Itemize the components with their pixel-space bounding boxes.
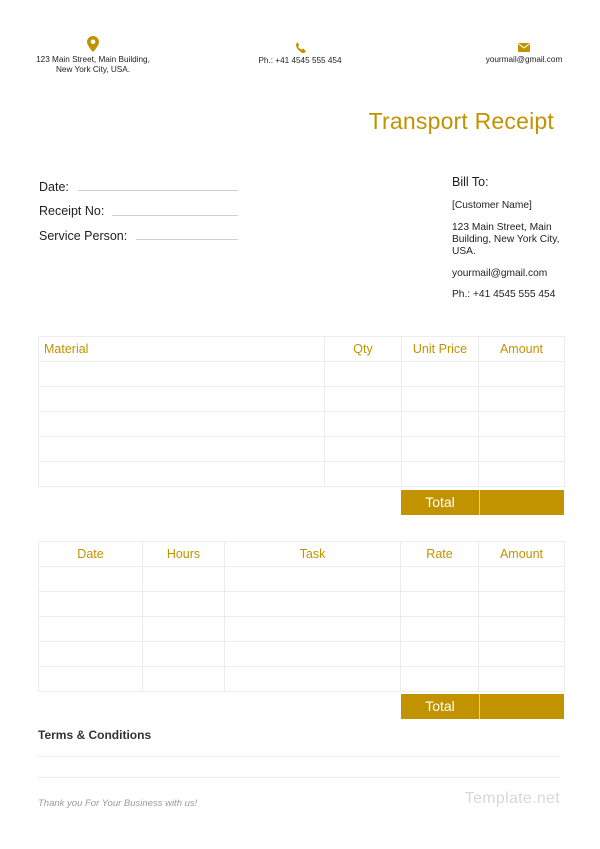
service-person-field[interactable] [136, 239, 238, 240]
page-title: Transport Receipt [368, 108, 554, 134]
material-header-material: Material [39, 337, 325, 362]
brand-watermark: Template.net [464, 790, 560, 807]
table-cell[interactable] [479, 667, 565, 692]
bill-to-label: Bill To: [452, 175, 489, 189]
table-cell[interactable] [39, 412, 325, 437]
table-cell[interactable] [402, 387, 479, 412]
table-cell[interactable] [325, 387, 402, 412]
header-address [30, 36, 156, 75]
table-cell[interactable] [401, 642, 479, 667]
table-cell[interactable] [225, 567, 401, 592]
table-cell[interactable] [402, 362, 479, 387]
table-cell[interactable] [39, 592, 143, 617]
table-cell[interactable] [401, 567, 479, 592]
table-cell[interactable] [479, 462, 565, 487]
service-header-row [39, 542, 565, 567]
table-cell[interactable] [39, 567, 143, 592]
service-header-amount: Amount [479, 542, 565, 567]
table-cell[interactable] [479, 642, 565, 667]
service-header-rate: Rate [401, 542, 479, 567]
envelope-icon [518, 43, 530, 52]
table-cell[interactable] [143, 567, 225, 592]
table-cell[interactable] [39, 362, 325, 387]
receipt-no-label: Receipt No: [39, 204, 105, 218]
service-table [38, 541, 565, 692]
table-cell[interactable] [401, 667, 479, 692]
material-table [38, 336, 565, 487]
table-row [39, 437, 565, 462]
table-row [39, 462, 565, 487]
phone-icon [295, 42, 306, 53]
table-cell[interactable] [325, 462, 402, 487]
table-cell[interactable] [225, 642, 401, 667]
table-cell[interactable] [143, 667, 225, 692]
total-divider [479, 694, 480, 719]
footer-divider [38, 777, 560, 778]
header-phone [248, 42, 352, 66]
table-cell[interactable] [143, 642, 225, 667]
table-cell[interactable] [143, 592, 225, 617]
table-cell[interactable] [402, 437, 479, 462]
material-header-amount: Amount [479, 337, 565, 362]
table-cell[interactable] [402, 412, 479, 437]
table-cell[interactable] [479, 387, 565, 412]
table-cell[interactable] [325, 437, 402, 462]
total-divider [479, 490, 480, 515]
table-cell[interactable] [39, 387, 325, 412]
service-person-label: Service Person: [39, 229, 128, 243]
table-cell[interactable] [479, 412, 565, 437]
table-row [39, 642, 565, 667]
table-cell[interactable] [479, 567, 565, 592]
table-row [39, 412, 565, 437]
table-cell[interactable] [39, 667, 143, 692]
thank-you-note: Thank you For Your Business with us! [38, 798, 198, 809]
receipt-no-field[interactable] [112, 215, 238, 216]
table-row [39, 387, 565, 412]
header-phone-text: Ph.: +41 4545 555 454 [258, 56, 342, 65]
material-header-qty: Qty [325, 337, 402, 362]
terms-line[interactable] [38, 756, 560, 757]
service-total-label: Total [425, 698, 455, 714]
header-email [476, 43, 572, 65]
table-row [39, 667, 565, 692]
table-cell[interactable] [479, 617, 565, 642]
material-total-bar [401, 490, 564, 515]
material-header-unit-price: Unit Price [402, 337, 479, 362]
service-header-hours: Hours [143, 542, 225, 567]
table-row [39, 362, 565, 387]
date-field[interactable] [78, 190, 238, 191]
bill-to-customer: [Customer Name] [452, 200, 532, 211]
table-cell[interactable] [479, 592, 565, 617]
table-cell[interactable] [401, 617, 479, 642]
header-address-text: 123 Main Street, Main Building, New York City, USA. [36, 55, 150, 74]
table-cell[interactable] [401, 592, 479, 617]
table-cell[interactable] [143, 617, 225, 642]
table-cell[interactable] [39, 437, 325, 462]
material-total-label: Total [425, 494, 455, 510]
table-cell[interactable] [39, 642, 143, 667]
table-cell[interactable] [479, 362, 565, 387]
service-header-task: Task [225, 542, 401, 567]
table-cell[interactable] [225, 617, 401, 642]
table-cell[interactable] [39, 462, 325, 487]
location-pin-icon [87, 36, 99, 52]
table-cell[interactable] [402, 462, 479, 487]
table-cell[interactable] [479, 437, 565, 462]
table-cell[interactable] [39, 617, 143, 642]
bill-to-address: 123 Main Street, Main Building, New York City, USA. [452, 222, 560, 257]
table-cell[interactable] [325, 412, 402, 437]
date-label: Date: [39, 180, 69, 194]
bill-to-phone: Ph.: +41 4545 555 454 [452, 289, 556, 300]
service-total-bar [401, 694, 564, 719]
service-header-date: Date [39, 542, 143, 567]
table-cell[interactable] [225, 592, 401, 617]
material-header-row [39, 337, 565, 362]
table-cell[interactable] [225, 667, 401, 692]
table-row [39, 567, 565, 592]
terms-heading: Terms & Conditions [38, 728, 152, 742]
table-row [39, 617, 565, 642]
header-email-text: yourmail@gmail.com [485, 55, 563, 64]
table-row [39, 592, 565, 617]
table-cell[interactable] [325, 362, 402, 387]
bill-to-email: yourmail@gmail.com [452, 268, 548, 279]
